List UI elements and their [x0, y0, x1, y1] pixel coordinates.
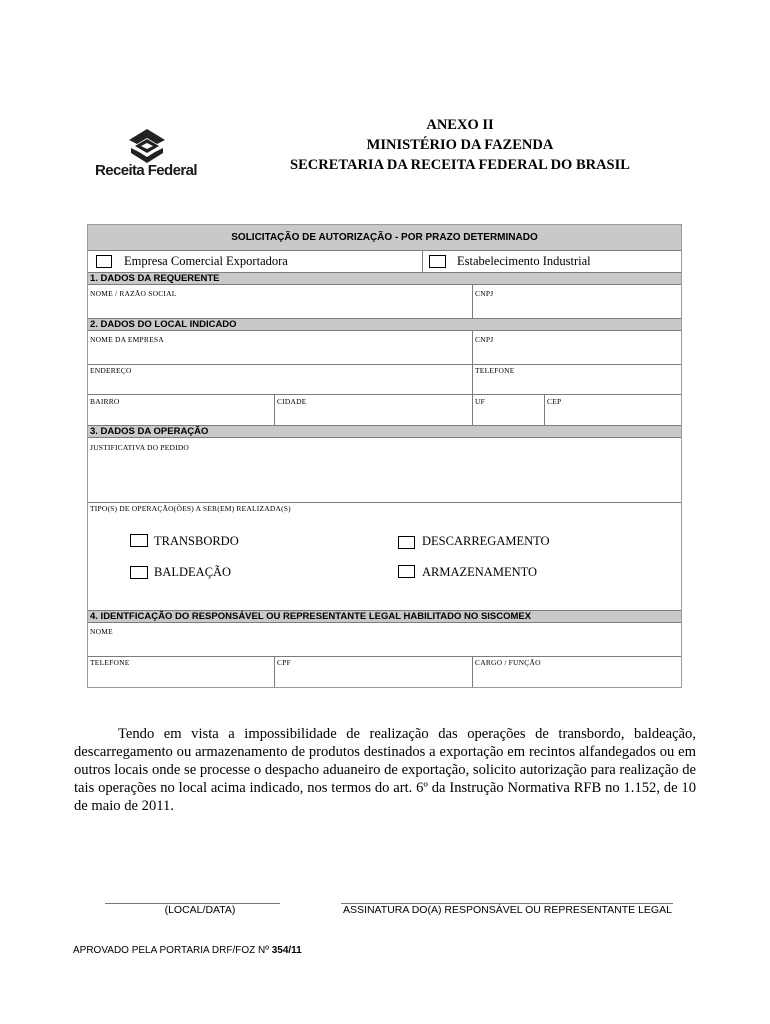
- option-descarregamento-label: DESCARREGAMENTO: [422, 534, 550, 548]
- checkbox-descarregamento[interactable]: [398, 536, 415, 549]
- header-secretariat: SECRETARIA DA RECEITA FEDERAL DO BRASIL: [290, 157, 630, 173]
- label-bairro: BAIRRO: [90, 397, 120, 406]
- field-local-cnpj[interactable]: [474, 333, 679, 363]
- local-data-label: (LOCAL/DATA): [164, 904, 236, 916]
- request-paragraph-text: Tendo em vista a impossibilidade de realização das operações de transbordo, baldeação, descarregamento ou armazenamento de produtos destinados a exportação em recintos alfandegados ou em outros locais onde se processe o despacho aduaneiro de exportação, solicito autorização para realização de tais operações no local acima indicado, nos termos do art. 6º da Instrução Normativa RFB no 1.152, de 10 de maio de 2011.: [74, 726, 696, 814]
- label-nome-empresa: NOME DA EMPRESA: [90, 335, 164, 344]
- label-cep: CEP: [547, 397, 562, 406]
- label-justificativa: JUSTIFICATIVA DO PEDIDO: [90, 443, 190, 452]
- field-responsavel-nome[interactable]: [89, 625, 680, 655]
- field-nome-razao-social[interactable]: [89, 287, 471, 317]
- field-endereco[interactable]: [89, 365, 471, 394]
- field-cpf[interactable]: [276, 657, 471, 686]
- section-4-header: 4. IDENTFICAÇÃO DO RESPONSÁVEL OU REPRESENTANTE LEGAL HABILITADO NO SISCOMEX: [88, 610, 681, 623]
- label-uf: UF: [475, 397, 485, 406]
- footer-approval-text: APROVADO PELA PORTARIA DRF/FOZ Nº: [73, 945, 269, 956]
- header-annex: ANEXO II: [426, 117, 494, 133]
- label-endereco: ENDEREÇO: [90, 366, 132, 375]
- checkbox-estabelecimento-industrial[interactable]: [429, 255, 446, 268]
- footer-approval: [73, 945, 302, 956]
- label-cpf: CPF: [277, 658, 291, 667]
- label-cidade: CIDADE: [277, 397, 307, 406]
- checkbox-armazenamento[interactable]: [398, 565, 415, 578]
- field-local-telefone[interactable]: [474, 365, 679, 394]
- field-cep[interactable]: [546, 395, 679, 424]
- section-2-header: 2. DADOS DO LOCAL INDICADO: [88, 318, 681, 331]
- signature-label: ASSINATURA DO(A) RESPONSÁVEL OU REPRESENTANTE LEGAL: [343, 904, 672, 916]
- field-responsavel-telefone[interactable]: [89, 657, 273, 686]
- field-cargo-funcao[interactable]: [474, 657, 679, 686]
- field-nome-empresa[interactable]: [89, 333, 471, 363]
- label-requerente-cnpj: CNPJ: [475, 289, 494, 298]
- label-local-cnpj: CNPJ: [475, 335, 494, 344]
- option-transbordo-label: TRANSBORDO: [154, 534, 239, 548]
- checkbox-baldeacao[interactable]: [130, 566, 148, 579]
- request-paragraph: [74, 725, 696, 815]
- header-ministry: MINISTÉRIO DA FAZENDA: [366, 137, 554, 153]
- label-local-telefone: TELEFONE: [475, 366, 515, 375]
- field-uf[interactable]: [474, 395, 543, 424]
- authorization-form: [87, 224, 682, 688]
- field-bairro[interactable]: [89, 395, 273, 424]
- checkbox-empresa-comercial[interactable]: [96, 255, 112, 268]
- receita-federal-logo: [95, 126, 205, 186]
- label-tipos-operacao: TIPO(S) DE OPERAÇÃO(ÕES) A SER(EM) REALIZADA(S): [90, 504, 291, 513]
- field-justificativa[interactable]: [89, 440, 680, 501]
- label-nome-razao-social: NOME / RAZÃO SOCIAL: [90, 289, 177, 298]
- field-requerente-cnpj[interactable]: [474, 287, 679, 317]
- option-armazenamento-label: ARMAZENAMENTO: [422, 565, 538, 579]
- logo-text: Receita Federal: [95, 162, 197, 179]
- form-title: SOLICITAÇÃO DE AUTORIZAÇÃO - POR PRAZO DETERMINADO: [88, 225, 681, 251]
- label-cargo-funcao: CARGO / FUNÇÃO: [475, 658, 541, 667]
- label-responsavel-nome: NOME: [90, 627, 113, 636]
- footer-approval-number: 354/11: [271, 945, 302, 956]
- option-estabelecimento-industrial-label: Estabelecimento Industrial: [457, 254, 591, 268]
- section-1-header: 1. DADOS DA REQUERENTE: [88, 272, 681, 285]
- label-responsavel-telefone: TELEFONE: [90, 658, 130, 667]
- field-cidade[interactable]: [276, 395, 471, 424]
- option-empresa-comercial-label: Empresa Comercial Exportadora: [124, 254, 288, 268]
- option-baldeacao-label: BALDEAÇÃO: [154, 565, 232, 579]
- checkbox-transbordo[interactable]: [130, 534, 148, 547]
- section-3-header: 3. DADOS DA OPERAÇÃO: [88, 425, 681, 438]
- receita-federal-emblem-icon: [117, 126, 177, 164]
